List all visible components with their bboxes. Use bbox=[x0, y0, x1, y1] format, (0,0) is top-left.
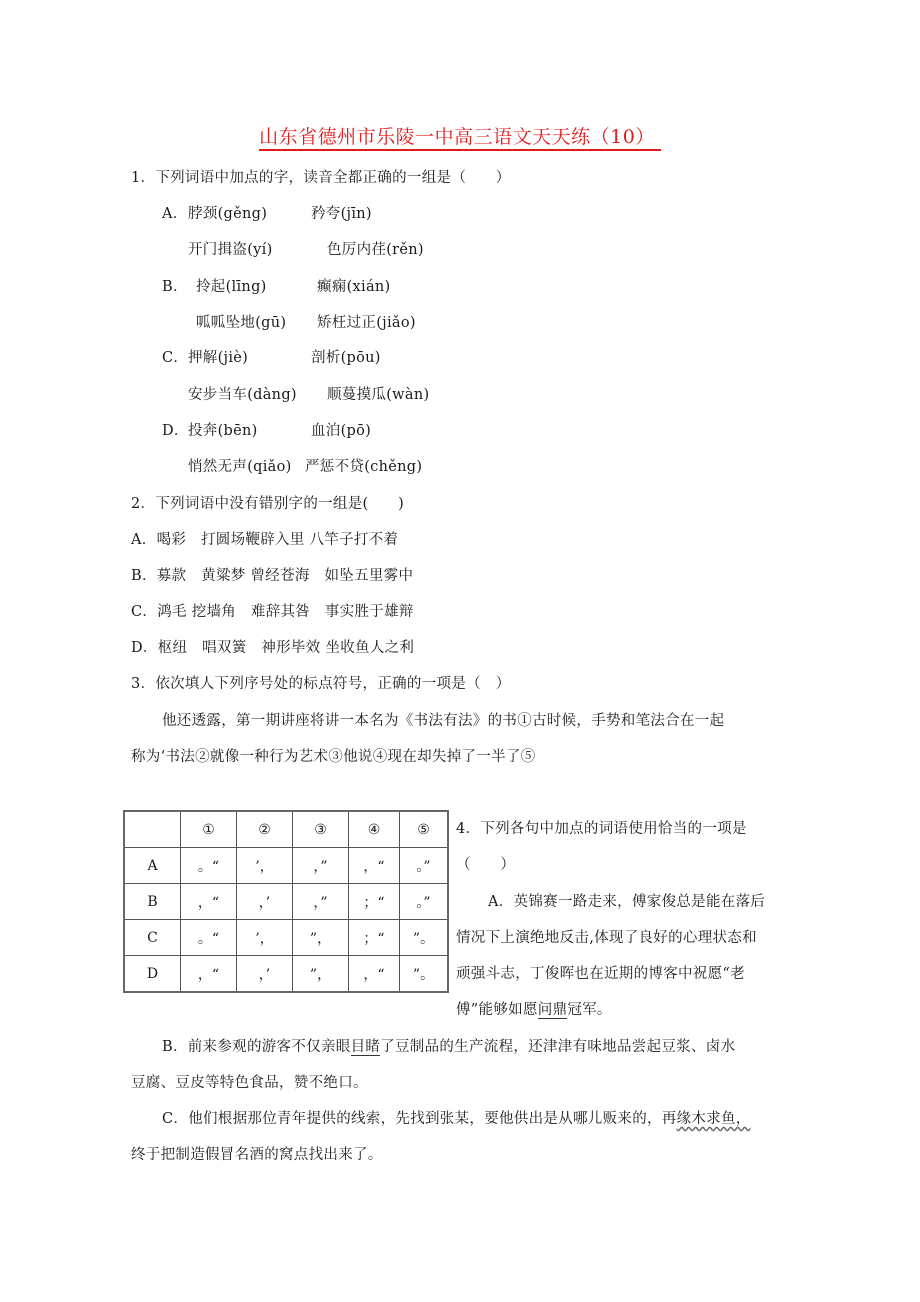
q1-option-c-label: C． bbox=[162, 350, 189, 366]
q1-option-a-item4: 色厉内荏(rěn) bbox=[327, 242, 424, 258]
q1-option-c-item3: 安步当车(dàng) bbox=[188, 387, 297, 403]
q4-b-text-post: 了豆制品的生产流程，还津津有味地品尝起豆浆、卤水 bbox=[380, 1039, 736, 1055]
q4-option-c-line1 bbox=[162, 1109, 751, 1129]
q1-option-d-item1: 投奔(bēn) bbox=[188, 423, 258, 439]
table-row bbox=[124, 956, 448, 993]
q2-stem: 2．下列词语中没有错别字的一组是( ) bbox=[131, 496, 405, 512]
table-cell: ，’ bbox=[237, 884, 293, 920]
q3-passage-line2: 称为‘书法②就像一种行为艺术③他说④现在却失掉了一半了⑤ bbox=[131, 749, 536, 765]
q4-stem-line1: 4．下列各句中加点的词语使用恰当的一项是 bbox=[456, 821, 747, 837]
table-cell: ”， bbox=[293, 956, 349, 993]
q1-option-b-item1: 拎起(līng) bbox=[196, 279, 267, 295]
q4-b-underlined-term: 目睹 bbox=[350, 1039, 381, 1055]
table-cell: ，“ bbox=[181, 956, 237, 993]
q1-option-b-item2: 癫痫(xián) bbox=[317, 279, 391, 295]
table-row-label: A bbox=[124, 848, 181, 884]
q1-option-a-item3: 开门揖盗(yí) bbox=[188, 242, 273, 258]
table-cell: ”， bbox=[293, 920, 349, 956]
table-row-label: B bbox=[124, 884, 181, 920]
table-header-cell: ④ bbox=[349, 811, 400, 848]
q1-option-b-item4: 矫枉过正(jiǎo) bbox=[317, 315, 416, 331]
table-cell: ，“ bbox=[349, 956, 400, 993]
table-row-label: D bbox=[124, 956, 181, 993]
table-cell: ，” bbox=[293, 848, 349, 884]
q4-option-a-line1: A．英锦赛一路走来，傅家俊总是能在落后 bbox=[488, 894, 766, 910]
table-cell: ；“ bbox=[349, 920, 400, 956]
table-cell: ，“ bbox=[349, 848, 400, 884]
q4-option-c-line2: 终于把制造假冒名酒的窝点找出来了。 bbox=[131, 1147, 383, 1163]
q4-b-text-pre: B．前来参观的游客不仅亲眼 bbox=[162, 1039, 351, 1055]
q4-option-b-line1 bbox=[162, 1037, 735, 1057]
table-cell: ’， bbox=[237, 920, 293, 956]
table-cell: 。” bbox=[400, 884, 449, 920]
q2-option-a: A．喝彩 打圆场鞭辟入里 八竿子打不着 bbox=[131, 532, 399, 548]
q1-stem: 1．下列词语中加点的字，读音全都正确的一组是（ ） bbox=[131, 170, 511, 186]
q1-option-a-item1: 脖颈(gěng) bbox=[188, 206, 268, 222]
q4-option-b-line2: 豆腐、豆皮等特色食品，赞不绝口。 bbox=[131, 1075, 368, 1091]
table-cell: 。“ bbox=[181, 848, 237, 884]
q1-option-d-item2: 血泊(pō) bbox=[311, 423, 372, 439]
table-row bbox=[124, 848, 448, 884]
q3-punctuation-table bbox=[123, 810, 449, 993]
q1-option-d-label: D． bbox=[162, 423, 189, 439]
table-header-cell: ② bbox=[237, 811, 293, 848]
q1-option-d-item4: 严惩不贷(chěng) bbox=[305, 459, 423, 475]
table-cell: ，“ bbox=[181, 884, 237, 920]
table-cell: 。“ bbox=[181, 920, 237, 956]
document-title bbox=[0, 124, 920, 150]
table-header-row bbox=[124, 811, 448, 848]
q4-c-underlined-term: 缘木求鱼， bbox=[676, 1111, 751, 1127]
q4-a-underlined-term: 问鼎 bbox=[537, 1002, 568, 1018]
q1-option-a-label: A． bbox=[162, 206, 188, 222]
table-cell: ；“ bbox=[349, 884, 400, 920]
q4-a-text-post: 冠军。 bbox=[567, 1002, 612, 1018]
table-header-cell: ⑤ bbox=[400, 811, 449, 848]
table-cell: ”。 bbox=[400, 956, 449, 993]
q1-option-c-item4: 顺蔓摸瓜(wàn) bbox=[327, 387, 430, 403]
q1-option-c-item2: 剖析(pōu) bbox=[311, 350, 381, 366]
q2-option-c: C．鸿毛 挖墙角 难辞其咎 事实胜于雄辩 bbox=[131, 604, 414, 620]
title-text: 山东省德州市乐陵一中高三语文天天练（10） bbox=[259, 126, 661, 151]
q2-option-b: B．募款 黄粱梦 曾经苍海 如坠五里雾中 bbox=[131, 568, 414, 584]
q3-passage-line1: 他还透露，第一期讲座将讲一本名为《书法有法》的书①古时候，手势和笔法合在一起 bbox=[162, 713, 725, 729]
q1-option-b-item3: 呱呱坠地(gū) bbox=[196, 315, 287, 331]
table-row bbox=[124, 884, 448, 920]
q1-option-d-item3: 悄然无声(qiǎo) bbox=[188, 459, 292, 475]
q1-option-c-item1: 押解(jiè) bbox=[188, 350, 249, 366]
q4-stem-line2: （ ） bbox=[456, 857, 516, 873]
q3-stem: 3．依次填人下列序号处的标点符号，正确的一项是（ ） bbox=[131, 676, 511, 692]
table-cell: ’， bbox=[237, 848, 293, 884]
table-row-label: C bbox=[124, 920, 181, 956]
table-cell: 。” bbox=[400, 848, 449, 884]
q2-option-d: D．枢纽 唱双簧 神形毕效 坐收鱼人之利 bbox=[131, 640, 415, 656]
table-cell: ，’ bbox=[237, 956, 293, 993]
table-header-cell: ③ bbox=[293, 811, 349, 848]
q1-option-b-label: B． bbox=[162, 279, 188, 295]
q4-option-a-line2: 情况下上演绝地反击,体现了良好的心理状态和 bbox=[456, 930, 757, 946]
q4-option-a-line4 bbox=[456, 1000, 612, 1020]
q4-a-text-pre: 傅”能够如愿 bbox=[456, 1002, 538, 1018]
q1-option-a-item2: 矜夸(jīn) bbox=[311, 206, 372, 222]
table-header-cell: ① bbox=[181, 811, 237, 848]
table-cell: ，” bbox=[293, 884, 349, 920]
table-cell: ”。 bbox=[400, 920, 449, 956]
q4-c-text-pre: C．他们根据那位青年提供的线索，先找到张某，要他供出是从哪儿贩来的，再 bbox=[162, 1111, 677, 1127]
table-row bbox=[124, 920, 448, 956]
table-header-cell bbox=[124, 811, 181, 848]
q4-option-a-line3: 顽强斗志，丁俊晖也在近期的博客中祝愿“老 bbox=[456, 966, 745, 982]
